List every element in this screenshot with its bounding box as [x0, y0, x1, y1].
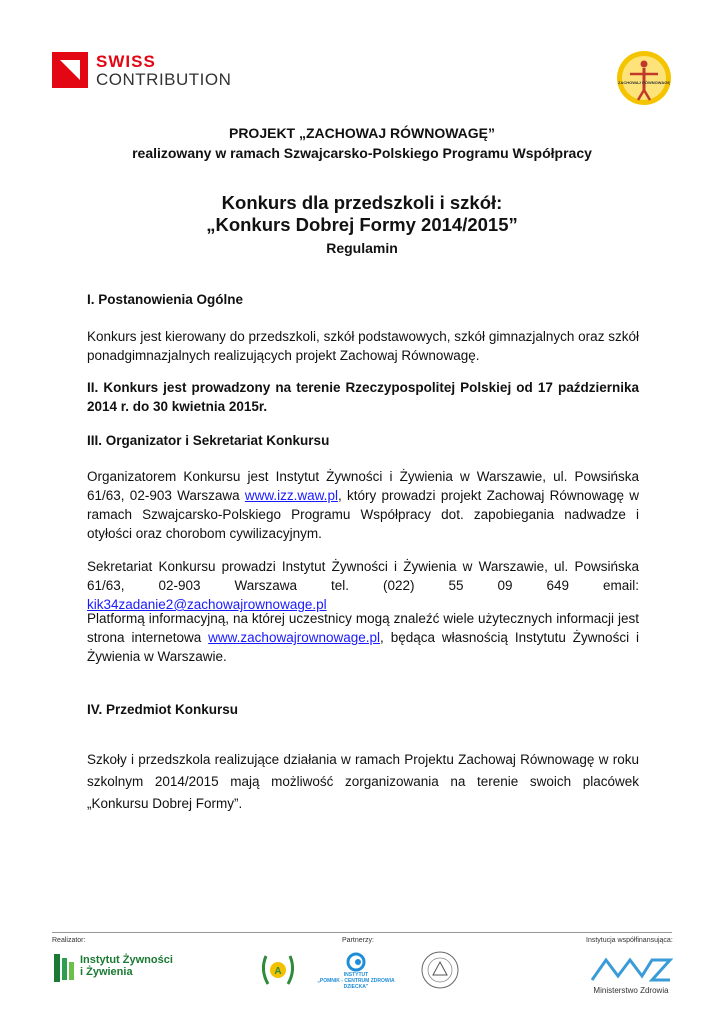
izz-name-line2: i Żywienia	[80, 966, 133, 978]
partner-society-seal-icon	[420, 950, 460, 990]
program-subtitle: realizowany w ramach Szwajcarsko-Polskiego Programu Współpracy	[132, 145, 592, 161]
section-3-heading: III. Organizator i Sekretariat Konkursu	[87, 433, 330, 448]
realizator-label: Realizator:	[52, 937, 86, 944]
partners-label: Partnerzy:	[342, 937, 374, 944]
section-3-paragraph-1	[87, 467, 639, 543]
footer-divider	[52, 932, 672, 933]
section-1-text: Konkurs jest kierowany do przedszkoli, szkół podstawowych, szkół gimnazjalnych oraz szkół ponadgimnazjalnych realizujących projekt Zachowaj Równowagę.	[87, 329, 639, 363]
swiss-word: SWISS	[96, 52, 156, 71]
swiss-flag-icon	[52, 52, 88, 88]
s3-p1-text-after: , który prowadzi projekt Zachowaj Równowagę w ramach Szwajcarsko-Polskiego Programu Współpracy dot. zapobiegania nadwadze i otyłości oraz chorobom cywilizacyjnym.	[87, 488, 639, 541]
izz-name-line1: Instytut Żywności	[80, 954, 173, 966]
czd-line1: INSTYTUT	[343, 972, 369, 978]
s3-p3-text-after: , będąca własnością Instytutu Żywności i Żywienia w Warszawie.	[87, 630, 639, 664]
section-3-paragraph-2	[87, 557, 639, 614]
mz-wave-icon	[586, 952, 676, 984]
zr-logo-text: ZACHOWAJ RÓWNOWAGĘ	[618, 80, 670, 85]
partner-wheat-logo-icon	[258, 952, 298, 988]
zr-website-link[interactable]: www.zachowajrownowage.pl	[208, 630, 381, 645]
regulations-label: Regulamin	[326, 240, 398, 256]
svg-text:A: A	[274, 966, 282, 977]
ministry-name: Ministerstwo Zdrowia	[593, 986, 669, 995]
ministry-of-health-logo	[586, 952, 676, 997]
contest-title-line2: „Konkurs Dobrej Formy 2014/2015”	[206, 214, 518, 235]
secretariat-email-link[interactable]: kik34zadanie2@zachowajrownowage.pl	[87, 597, 327, 612]
s3-p2-text-before: Sekretariat Konkursu prowadzi Instytut Żywności i Żywienia w Warszawie, ul. Powsińska 61/63, 02-903 Warszawa tel. (022) 55 09 649 email:	[87, 559, 639, 593]
s3-p1-text-before: Organizatorem Konkursu jest Instytut Żywności i Żywienia w Warszawie, ul. Powsińska 61/63, 02-903 Warszawa	[87, 469, 639, 503]
partner-czd-logo	[306, 952, 406, 990]
zachowaj-rownowage-logo	[616, 50, 672, 106]
izz-leaf-icon	[52, 952, 76, 984]
izz-website-link[interactable]: www.izz.waw.pl	[244, 488, 338, 503]
contest-title-line1: Konkurs dla przedszkoli i szkół:	[221, 192, 503, 213]
swiss-contribution-logo	[52, 52, 242, 92]
section-4-heading: IV. Przedmiot Konkursu	[87, 702, 239, 717]
czd-line2: „POMNIK - CENTRUM ZDROWIA DZIECKA”	[317, 978, 395, 990]
section-3-paragraph-3	[87, 609, 639, 666]
project-title: PROJEKT „ZACHOWAJ RÓWNOWAGĘ”	[228, 125, 495, 141]
czd-symbol-icon	[306, 952, 406, 972]
section-4-text: Szkoły i przedszkola realizujące działania w ramach Projektu Zachowaj Równowagę w roku szkolnym 2014/2015 mają możliwość zorganizowania na terenie swoich placówek „Konkursu Dobrej Formy”.	[87, 752, 639, 811]
section-2-text: II. Konkurs jest prowadzony na terenie Rzeczypospolitej Polskiej od 17 października 2014 r. do 30 kwietnia 2015r.	[87, 380, 639, 414]
s3-p3-text-before: Platformą informacyjną, na której uczestnicy mogą znaleźć wiele użytecznych informacji jest strona internetowa	[87, 611, 639, 645]
contribution-word: CONTRIBUTION	[96, 70, 232, 89]
cofinancing-label: Instytucja współfinansująca:	[586, 937, 673, 944]
section-1-heading: I. Postanowienia Ogólne	[87, 292, 244, 307]
izz-logo	[52, 952, 182, 986]
